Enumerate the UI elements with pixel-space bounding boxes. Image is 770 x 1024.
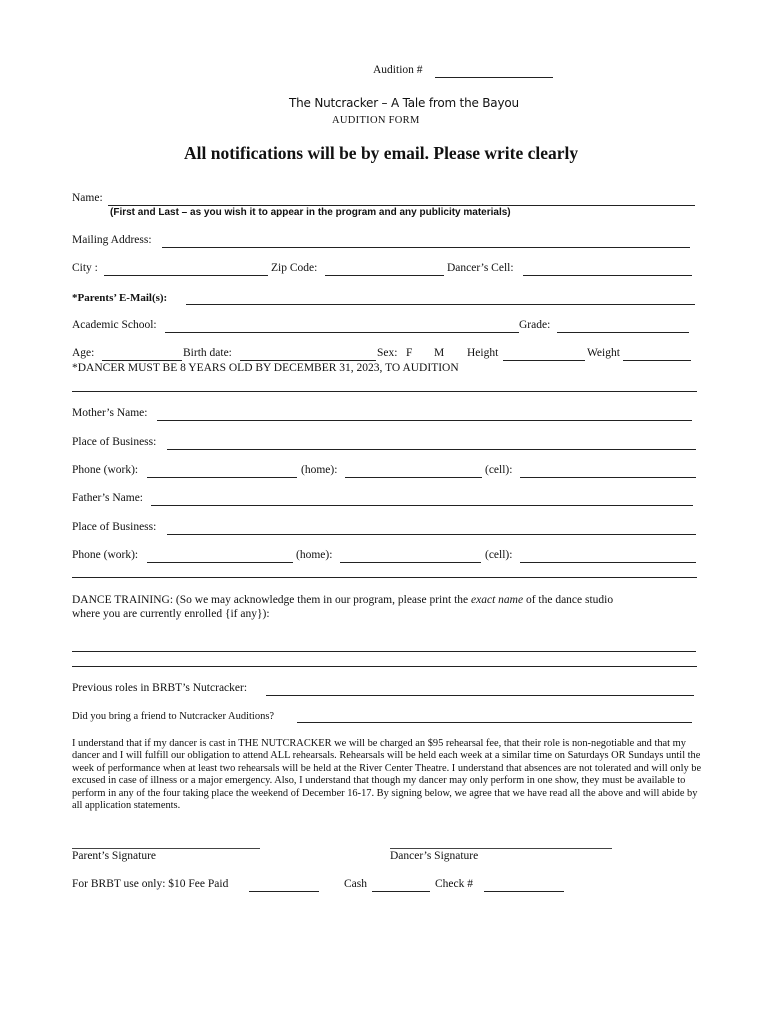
mother-phone-work-label: Phone (work): [72, 464, 139, 476]
dancer-cell-line[interactable] [523, 275, 692, 276]
sex-option-f[interactable]: F [406, 347, 413, 359]
mailing-address-line[interactable] [162, 247, 690, 248]
previous-roles-label: Previous roles in BRBT’s Nutcracker: [72, 682, 248, 694]
weight-label: Weight [587, 347, 620, 359]
mother-business-line[interactable] [167, 449, 696, 450]
agreement-text: I understand that if my dancer is cast in THE NUTCRACKER we will be charged an $95 rehearsal fee, that their role is non-negotiable and that my dancer and I will fulfill our obligation to attend ALL rehearsals. Rehearsals will be held each week at a similar time on Saturdays OR Sundays until the week of performance when at least two rehearsals will be held at the River Center Theatre. I understand that absences are not tolerated and will only be excused in case of illness or a major emergency. Also, I understand that though my dancer may only perform in one show, they must be available to perform in any of the four taking place the weekend of December 16-17. By signing below, we agree that we have read all the above and will abide by all application statements. [72, 738, 702, 812]
father-phone-cell-label: (cell): [485, 549, 513, 561]
grade-label: Grade: [519, 319, 551, 331]
parent-signature-line[interactable] [72, 848, 260, 849]
friend-question-label: Did you bring a friend to Nutcracker Auditions? [72, 711, 275, 722]
mother-business-label: Place of Business: [72, 436, 157, 448]
zip-label: Zip Code: [271, 262, 318, 274]
height-label: Height [467, 347, 499, 359]
dance-training-text-a: DANCE TRAINING: (So we may acknowledge them in our program, please print the [72, 594, 472, 606]
father-phone-work-label: Phone (work): [72, 549, 139, 561]
father-phone-home-label: (home): [296, 549, 333, 561]
father-phone-home-line[interactable] [340, 562, 481, 563]
mother-phone-work-line[interactable] [147, 477, 297, 478]
check-label: Check # [435, 878, 474, 890]
cash-line[interactable] [372, 891, 430, 892]
name-label: Name: [72, 192, 103, 204]
weight-line[interactable] [623, 360, 691, 361]
parents-email-line[interactable] [186, 304, 695, 305]
name-hint: (First and Last – as you wish it to appear in the program and any publicity materials) [110, 207, 511, 218]
city-label: City : [72, 262, 98, 274]
dancer-cell-label: Dancer’s Cell: [447, 262, 514, 274]
show-title: The Nutcracker – A Tale from the Bayou [289, 96, 519, 110]
section-divider [72, 391, 697, 392]
mother-name-line[interactable] [157, 420, 692, 421]
audition-number-label: Audition # [373, 64, 423, 76]
check-number-line[interactable] [484, 891, 564, 892]
parent-signature-label: Parent’s Signature [72, 850, 156, 862]
mother-phone-home-line[interactable] [345, 477, 482, 478]
dance-training-emphasis: exact name [471, 594, 524, 606]
age-requirement-notice: *DANCER MUST BE 8 YEARS OLD BY DECEMBER 31, 2023, TO AUDITION [72, 362, 459, 374]
father-business-line[interactable] [167, 534, 696, 535]
mother-phone-cell-label: (cell): [485, 464, 513, 476]
father-name-label: Father’s Name: [72, 492, 144, 504]
dance-training-line[interactable] [72, 651, 696, 652]
name-field-line[interactable] [108, 205, 695, 206]
father-name-line[interactable] [151, 505, 693, 506]
section-divider [72, 666, 697, 667]
mailing-address-label: Mailing Address: [72, 234, 152, 246]
office-use-label: For BRBT use only: $10 Fee Paid [72, 878, 229, 890]
age-line[interactable] [102, 360, 182, 361]
cash-label: Cash [344, 878, 367, 890]
dance-training-label-cont: where you are currently enrolled {if any}): [72, 608, 270, 620]
friend-question-line[interactable] [297, 722, 692, 723]
mother-name-label: Mother’s Name: [72, 407, 148, 419]
previous-roles-line[interactable] [266, 695, 694, 696]
academic-school-line[interactable] [165, 332, 519, 333]
dancer-signature-line[interactable] [390, 848, 612, 849]
father-phone-work-line[interactable] [147, 562, 293, 563]
form-title: AUDITION FORM [332, 115, 420, 126]
dancer-signature-label: Dancer’s Signature [390, 850, 479, 862]
grade-line[interactable] [557, 332, 689, 333]
mother-phone-home-label: (home): [301, 464, 338, 476]
father-phone-cell-line[interactable] [520, 562, 696, 563]
section-divider [72, 577, 697, 578]
dance-training-label [72, 594, 613, 606]
zip-line[interactable] [325, 275, 444, 276]
email-notice-heading: All notifications will be by email. Please write clearly [184, 143, 579, 163]
fee-paid-line[interactable] [249, 891, 319, 892]
dance-training-text-b: of the dance studio [523, 594, 614, 606]
city-line[interactable] [104, 275, 268, 276]
parents-email-label: *Parents’ E-Mail(s): [72, 292, 168, 304]
father-business-label: Place of Business: [72, 521, 157, 533]
audition-number-line[interactable] [435, 77, 553, 78]
birth-date-label: Birth date: [183, 347, 232, 359]
sex-label: Sex: [377, 347, 398, 359]
mother-phone-cell-line[interactable] [520, 477, 696, 478]
academic-school-label: Academic School: [72, 319, 157, 331]
age-label: Age: [72, 347, 95, 359]
height-line[interactable] [503, 360, 585, 361]
sex-option-m[interactable]: M [434, 347, 445, 359]
birth-date-line[interactable] [240, 360, 376, 361]
